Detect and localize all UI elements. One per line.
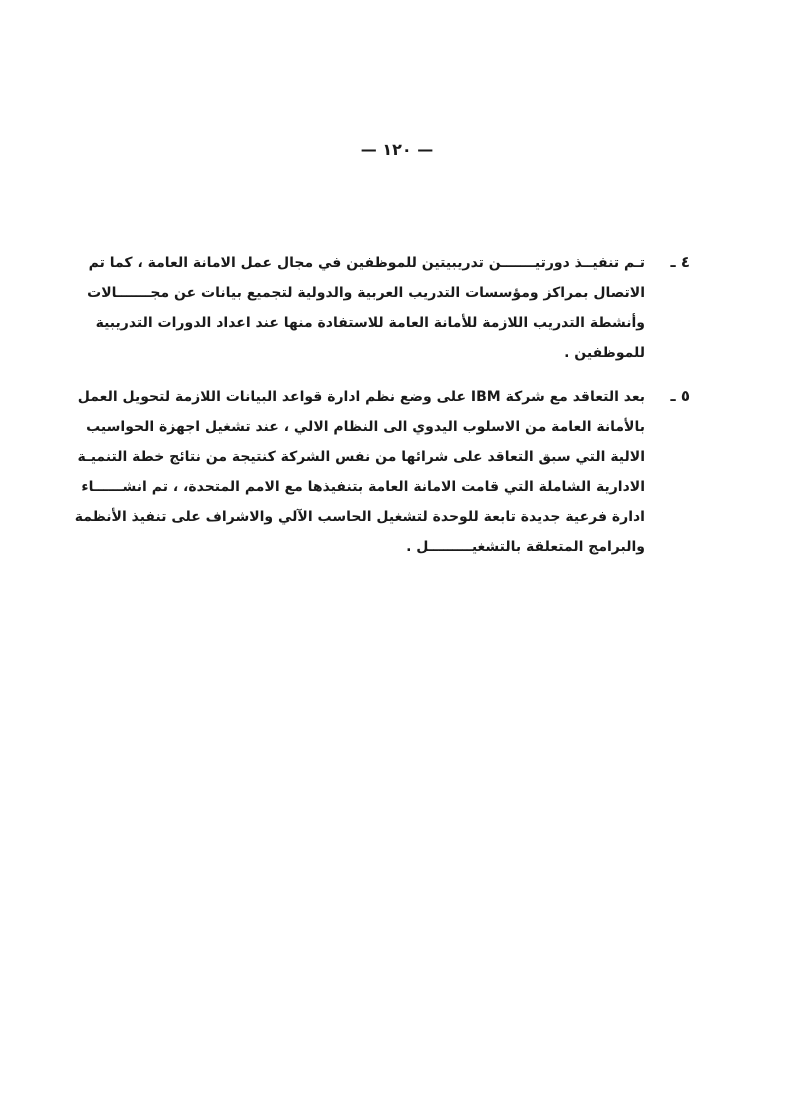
text-line: الاتصال بمراكز ومؤسسات التدريب العربية والدولية لتجميع بيانات عن مجـــــــالات [87,285,645,301]
text-line: ادارة فرعية جديدة تابعة للوحدة لتشغيل الحاسب الآلي والاشراف على تنفيذ الأنظمة [74,509,645,525]
text-line: والبرامج المتعلقة بالتشغيـــــــــل . [406,539,645,555]
item-text [74,387,645,567]
text-line: تـم تنفيــذ دورتيـــــــن تدريبيتين للموظفين في مجال عمل الامانة العامة ، كما تم [88,255,645,271]
text-line: بالأمانة العامة من الاسلوب اليدوي الى النظام الالي ، عند تشغيل اجهزة الحواسيب [86,419,645,435]
text-line: وأنشطة التدريب اللازمة للأمانة العامة للاستفادة منها عند اعداد الدورات التدريبية [95,315,645,331]
page-number: — ١٢٠ — [360,140,434,159]
item-marker: ٤ ـ [670,253,690,271]
text-line: الادارية الشاملة التي قامت الامانة العامة بتنفيذها مع الامم المتحدة، ، تم انشــــــاء [81,479,645,495]
item-marker: ٥ ـ [670,387,690,405]
text-line: بعد التعاقد مع شركة IBM على وضع نظم ادارة قواعد البيانات اللازمة لتحويل العمل [77,389,645,405]
item-text [87,253,645,373]
text-line: الالية التي سبق التعاقد على شرائها من نفس الشركة كنتيجة من نتائج خطة التنميـة [77,449,645,465]
text-line: للموظفين . [564,345,645,361]
